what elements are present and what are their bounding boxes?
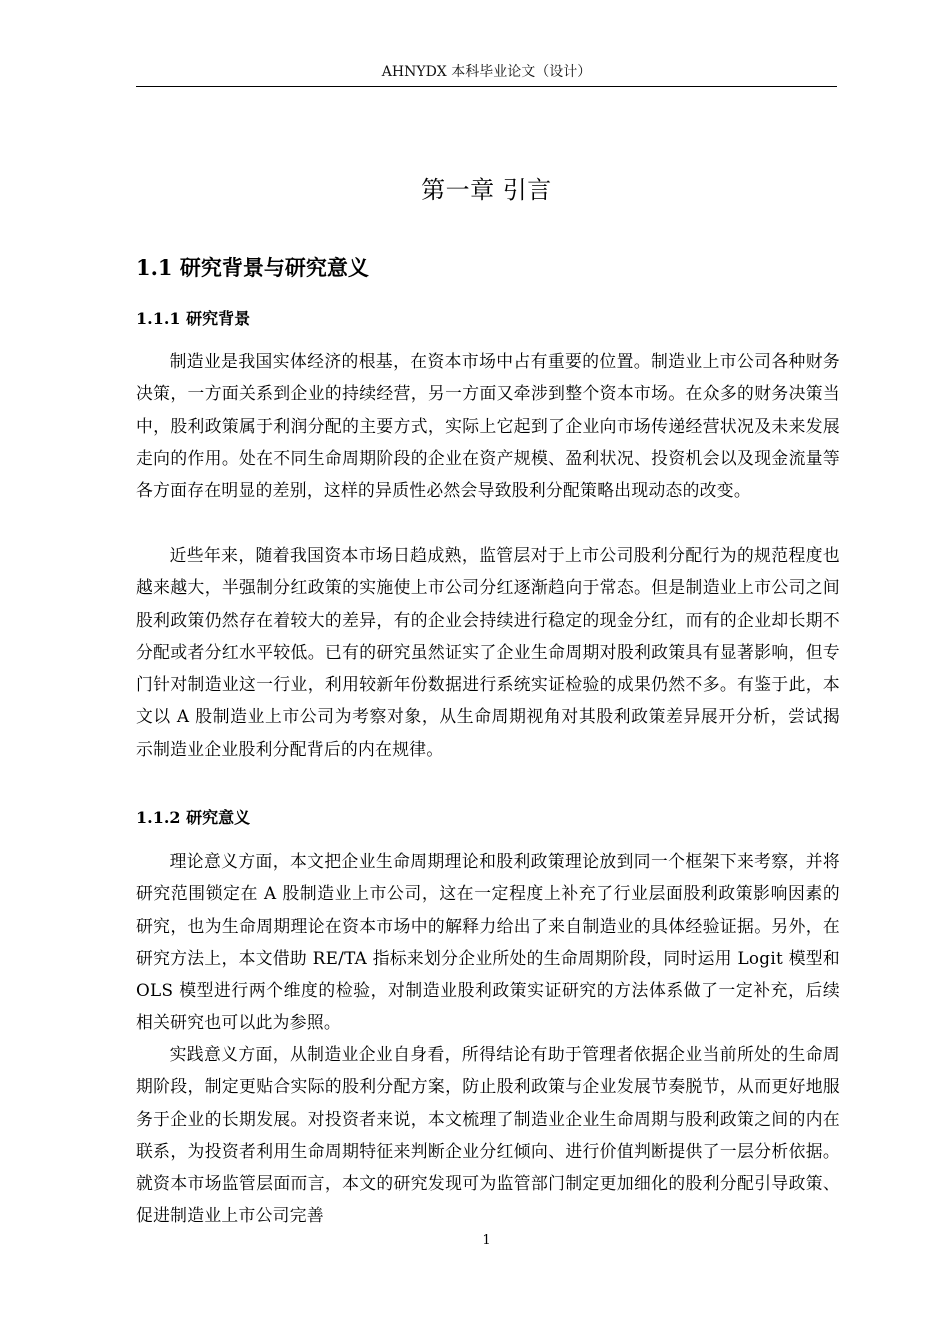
running-header: AHNYDX 本科毕业论文（设计）	[381, 64, 592, 80]
header-rule	[136, 86, 837, 87]
section-heading: 1.1 研究背景与研究意义	[136, 255, 369, 280]
paragraph-background-1: 制造业是我国实体经济的根基，在资本市场中占有重要的位置。制造业上市公司各种财务决策，一方面关系到企业的持续经营，另一方面又牵涉到整个资本市场。在众多的财务决策当中，股利政策属于利润分配的主要方式，实际上它起到了企业向市场传递经营状况及未来发展走向的作用。处在不同生命周期阶段的企业在资产规模、盈利状况、投资机会以及现金流量等各方面存在明显的差别，这样的异质性必然会导致股利分配策略出现动态的改变。	[136, 351, 840, 501]
page-number: 1	[482, 1233, 491, 1248]
paragraph-significance-2: 实践意义方面，从制造业企业自身看，所得结论有助于管理者依据企业当前所处的生命周期阶段，制定更贴合实际的股利分配方案，防止股利政策与企业发展节奏脱节，从而更好地服务于企业的长期发展。对投资者来说，本文梳理了制造业企业生命周期与股利政策之间的内在联系，为投资者利用生命周期特征来判断企业分红倾向、进行价值判断提供了一层分析依据。就资本市场监管层面而言，本文的研究发现可为监管部门制定更加细化的股利分配引导政策、促进制造业上市公司完善	[136, 1044, 840, 1226]
chapter-title: 第一章 引言	[421, 176, 552, 204]
paragraph-background-2: 近些年来，随着我国资本市场日趋成熟，监管层对于上市公司股利分配行为的规范程度也越来越大，半强制分红政策的实施使上市公司分红逐渐趋向于常态。但是制造业上市公司之间股利政策仍然存在着较大的差异，有的企业会持续进行稳定的现金分红，而有的企业却长期不分配或者分红水平较低。已有的研究虽然证实了企业生命周期对股利政策具有显著影响，但专门针对制造业这一行业，利用较新年份数据进行系统实证检验的成果仍然不多。有鉴于此，本文以 A 股制造业上市公司为考察对象，从生命周期视角对其股利政策差异展开分析，尝试揭示制造业企业股利分配背后的内在规律。	[136, 545, 840, 759]
subsection-heading-significance: 1.1.2 研究意义	[136, 808, 251, 827]
paragraph-significance-1: 理论意义方面，本文把企业生命周期理论和股利政策理论放到同一个框架下来考察，并将研究范围锁定在 A 股制造业上市公司，这在一定程度上补充了行业层面股利政策影响因素的研究，也为生命周期理论在资本市场中的解释力给出了来自制造业的具体经验证据。另外，在研究方法上，本文借助 RE/TA 指标来划分企业所处的生命周期阶段，同时运用 Logit 模型和 OLS 模型进行两个维度的检验，对制造业股利政策实证研究的方法体系做了一定补充，后续相关研究也可以此为参照。	[136, 851, 840, 1033]
subsection-heading-background: 1.1.1 研究背景	[136, 309, 251, 328]
